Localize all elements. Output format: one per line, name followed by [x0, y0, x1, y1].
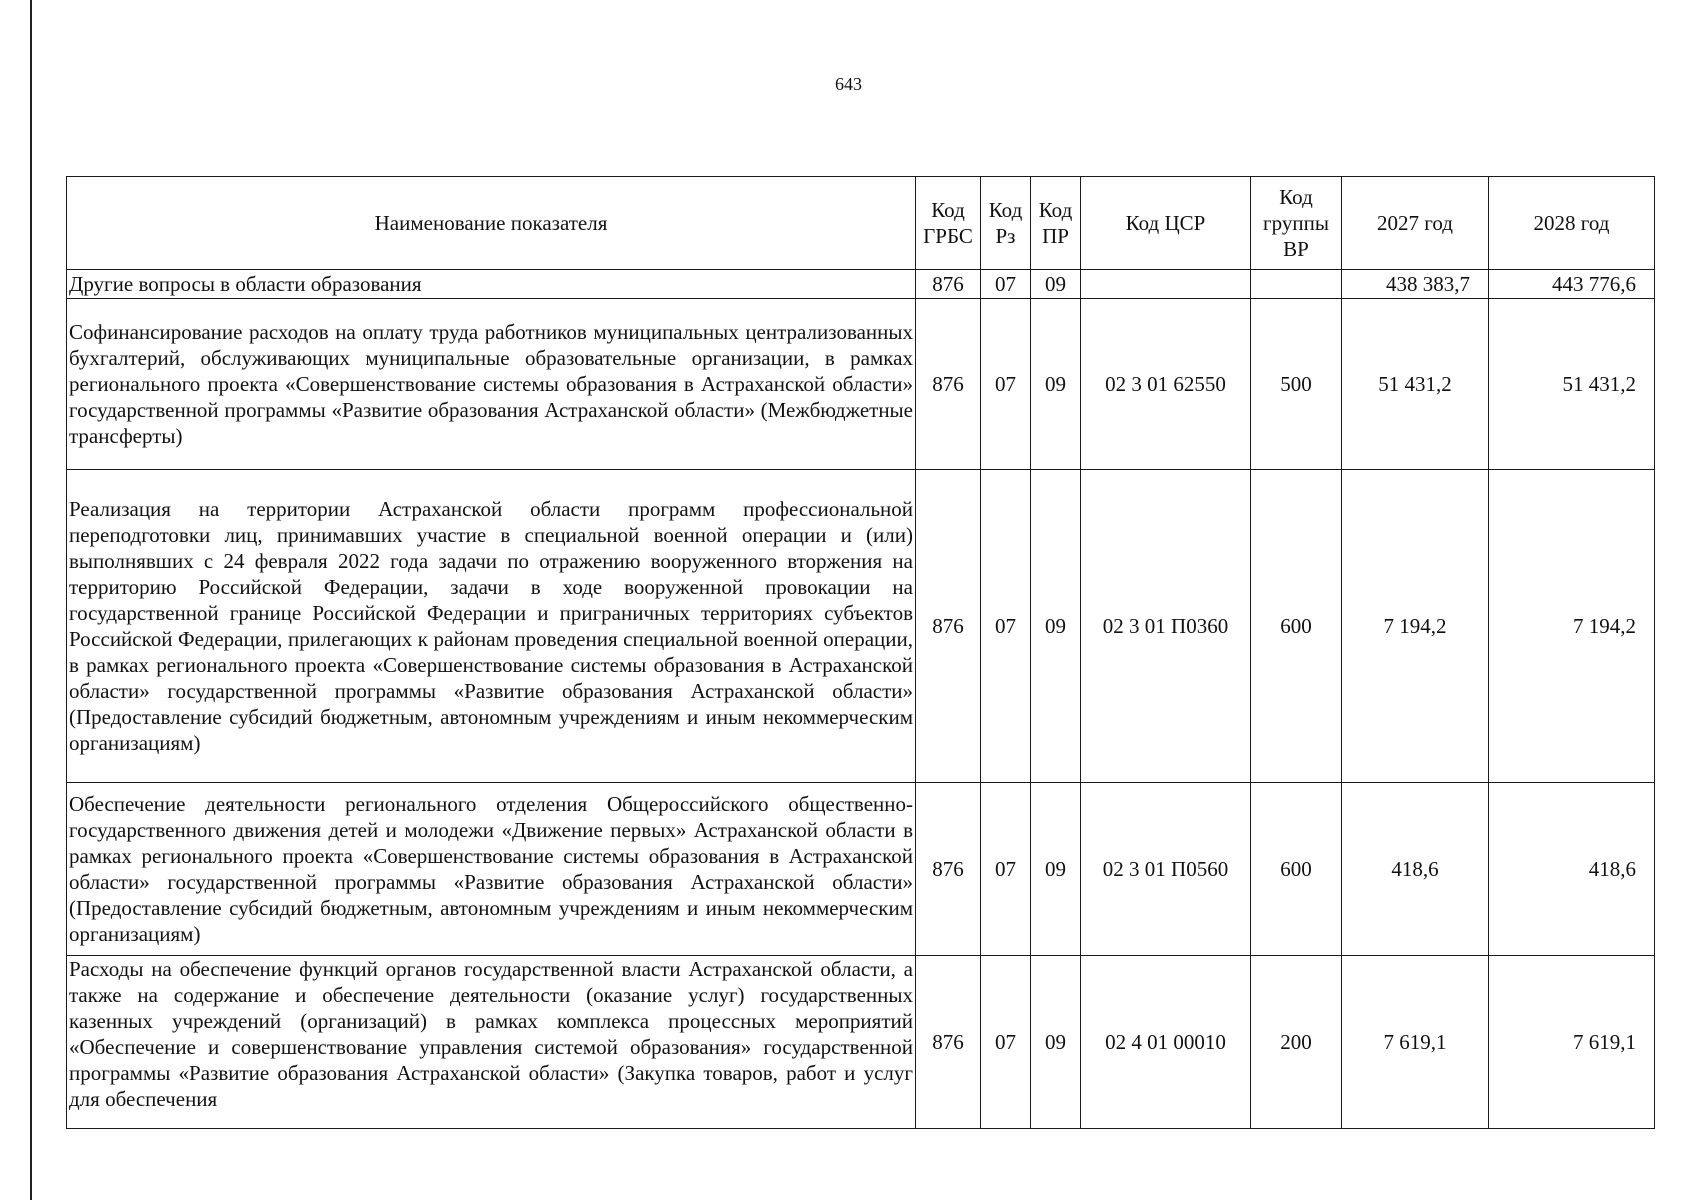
table-row	[67, 299, 1655, 470]
header-rz: Код Рз	[981, 177, 1031, 270]
row-2028: 7 194,2	[1489, 470, 1655, 783]
row-2028: 7 619,1	[1489, 956, 1655, 1129]
table-row	[67, 783, 1655, 956]
row-2027: 7 619,1	[1342, 956, 1489, 1129]
page-number: 643	[835, 74, 862, 94]
header-pr: Код ПР	[1031, 177, 1081, 270]
row-grbs: 876	[916, 783, 981, 956]
row-name	[67, 956, 916, 1129]
row-vr: 200	[1251, 956, 1342, 1129]
header-csr: Код ЦСР	[1081, 177, 1251, 270]
row-2027: 7 194,2	[1342, 470, 1489, 783]
row-2028: 51 431,2	[1489, 299, 1655, 470]
row-csr: 02 3 01 П0360	[1081, 470, 1251, 783]
row-2027: 438 383,7	[1342, 270, 1489, 299]
row-grbs: 876	[916, 470, 981, 783]
table-row	[67, 956, 1655, 1129]
row-rz: 07	[981, 299, 1031, 470]
budget-table	[66, 176, 1655, 1129]
row-pr: 09	[1031, 299, 1081, 470]
header-vr: Код группы ВР	[1251, 177, 1342, 270]
row-name: Реализация на территории Астраханской области программ профессиональной переподготовки лиц, принимавших участие в специальной военной операции и (или) выполнявших с 24 февраля 2022 года задачи по отражению вооруженного вторжения на территорию Российской Федерации, задачи в ходе вооруженной провокации на государственной границе Российской Федерации и приграничных территориях субъектов Российской Федерации, прилегающих к районам проведения специальной военной операции, в рамках регионального проекта «Совершенствование системы образования в Астраханской области» государственной программы «Развитие образования Астраханской области» (Предоставление субсидий бюджетным, автономным учреждениям и иным некоммерческим организациям)	[67, 470, 916, 783]
row-2028: 443 776,6	[1489, 270, 1655, 299]
header-grbs: Код ГРБС	[916, 177, 981, 270]
row-vr	[1251, 270, 1342, 299]
row-pr: 09	[1031, 956, 1081, 1129]
row-csr	[1081, 270, 1251, 299]
row-rz: 07	[981, 470, 1031, 783]
row-pr: 09	[1031, 270, 1081, 299]
table-row	[67, 270, 1655, 299]
row-csr: 02 3 01 П0560	[1081, 783, 1251, 956]
table-row	[67, 470, 1655, 783]
row-rz: 07	[981, 783, 1031, 956]
row-rz: 07	[981, 956, 1031, 1129]
row-pr: 09	[1031, 470, 1081, 783]
header-2027: 2027 год	[1342, 177, 1489, 270]
row-csr: 02 4 01 00010	[1081, 956, 1251, 1129]
table-header-row	[67, 177, 1655, 270]
row-vr: 500	[1251, 299, 1342, 470]
row-vr: 600	[1251, 470, 1342, 783]
row-name: Обеспечение деятельности регионального отделения Общероссийского общественно-государственного движения детей и молодежи «Движение первых» Астраханской области в рамках регионального проекта «Совершенствование системы образования в Астраханской области» государственной программы «Развитие образования Астраханской области» (Предоставление субсидий бюджетным, автономным учреждениям и иным некоммерческим организациям)	[67, 783, 916, 956]
row-pr: 09	[1031, 783, 1081, 956]
row-rz: 07	[981, 270, 1031, 299]
row-vr: 600	[1251, 783, 1342, 956]
row-name-text: Расходы на обеспечение функций органов государственной власти Астраханской области, а также на содержание и обеспечение деятельности (оказание услуг) государственных казенных учреждений (организаций) в рамках комплекса процессных мероприятий «Обеспечение и совершенствование управления системой образования» государственной программы «Развитие образования Астраханской области» (Закупка товаров, работ и услуг для обеспечения	[69, 957, 913, 1111]
binding-margin-line	[30, 0, 32, 1200]
row-csr: 02 3 01 62550	[1081, 299, 1251, 470]
row-grbs: 876	[916, 299, 981, 470]
header-name: Наименование показателя	[67, 177, 916, 270]
row-grbs: 876	[916, 270, 981, 299]
row-name: Другие вопросы в области образования	[67, 270, 916, 299]
row-name: Софинансирование расходов на оплату труда работников муниципальных централизованных бухгалтерий, обслуживающих муниципальные образовательные организации, в рамках регионального проекта «Совершенствование системы образования в Астраханской области» государственной программы «Развитие образования Астраханской области» (Межбюджетные трансферты)	[67, 299, 916, 470]
header-2028: 2028 год	[1489, 177, 1655, 270]
row-2027: 51 431,2	[1342, 299, 1489, 470]
row-2028: 418,6	[1489, 783, 1655, 956]
row-grbs: 876	[916, 956, 981, 1129]
row-2027: 418,6	[1342, 783, 1489, 956]
